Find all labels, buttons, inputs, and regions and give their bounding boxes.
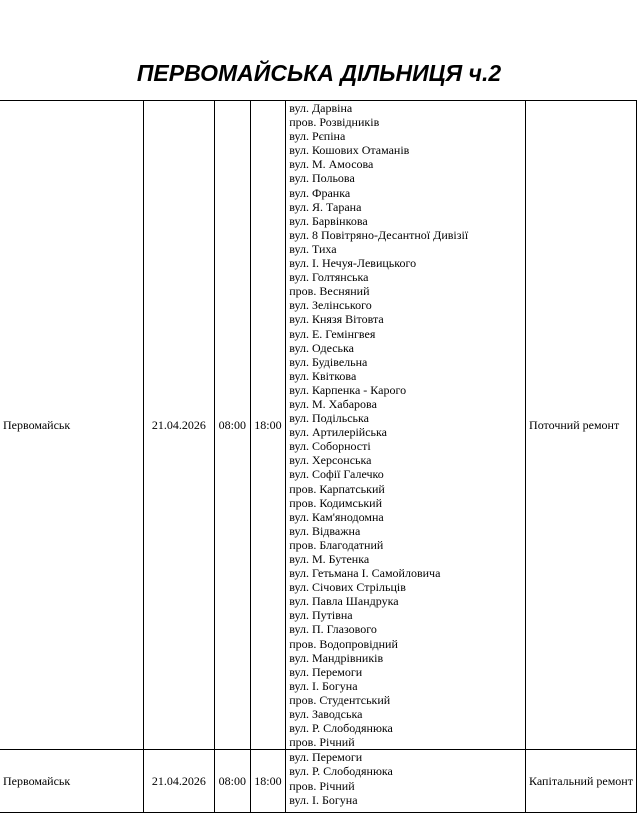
street-item: вул. М. Бутенка [289,552,370,566]
street-item: вул. Заводська [289,707,363,722]
street-item: пров. Розвідників [289,115,380,130]
outage-schedule-table [0,100,637,813]
start-time-cell: 08:00 [214,750,250,813]
street-item: вул. Мандрівників [289,650,384,665]
street-item: пров. Весняний [289,284,370,299]
locality-cell: Первомайськ [0,750,143,813]
street-item: вул. Квіткова [289,368,357,383]
street-item: вул. Карпенка - Карого [289,382,407,397]
street-item: вул. Польова [289,171,355,186]
street-item: вул. Будівельна [289,354,368,369]
street-item: вул. Франка [289,185,351,200]
street-item: вул. П. Глазового [289,622,377,637]
street-item: вул. 8 Повітряно-Десантної Дивізії [289,227,469,242]
street-item: вул. Е. Гемінгвея [289,326,376,341]
street-item: вул. Голтянська [289,270,369,285]
street-item: вул. М. Хабарова [289,396,377,411]
street-item: вул. Перемоги [289,664,363,679]
work-type-cell: Поточний ремонт [526,101,637,750]
street-item: вул. Зелінського [289,298,372,313]
table-row [0,101,637,750]
page-title: ПЕРВОМАЙСЬКА ДІЛЬНИЦЯ ч.2 [136,60,502,86]
street-item: вул. Князя Вітовта [289,312,384,327]
street-item: вул. І. Богуна [289,792,358,807]
end-time-cell: 18:00 [250,101,286,750]
street-item: вул. Одеська [289,340,354,355]
street-item: вул. Перемоги [289,750,363,765]
street-item: пров. Студентський [289,692,391,707]
street-item: вул. І. Нечуя-Левицького [289,256,417,271]
street-item: вул. Тиха [289,241,337,256]
streets-cell [286,101,526,750]
locality-cell: Первомайськ [0,101,143,750]
end-time-cell: 18:00 [250,750,286,813]
street-item: вул. М. Амосова [289,157,374,172]
street-item: вул. Р. Слободянюка [289,764,393,779]
street-item: вул. Я. Тарана [289,199,362,214]
street-item: пров. Водопровідний [289,636,398,651]
street-item: пров. Річний [289,735,355,750]
street-item: вул. Р. Слободянюка [289,721,393,736]
street-item: вул. Подільська [289,411,369,426]
street-item: вул. Соборності [289,439,371,454]
street-item: вул. Павла Шандрука [289,594,399,609]
street-item: пров. Благодатний [289,537,384,552]
street-item: пров. Річний [289,778,355,793]
street-item: вул. І. Богуна [289,678,358,693]
table-row [0,750,637,813]
street-item: вул. Відважна [289,523,361,538]
street-item: вул. Дарвіна [289,101,353,115]
street-item: вул. Херсонська [289,453,372,468]
streets-cell [286,750,526,813]
street-item: вул. Барвінкова [289,213,368,228]
date-cell: 21.04.2026 [143,750,214,813]
street-item: пров. Кодимський [289,495,382,510]
start-time-cell: 08:00 [214,101,250,750]
street-item: вул. Артилерійська [289,425,387,440]
street-item: вул. Софії Галечко [289,467,384,482]
date-cell: 21.04.2026 [143,101,214,750]
street-item: вул. Кошових Отаманів [289,143,410,158]
street-item: вул. Рєпіна [289,129,346,144]
street-item: вул. Гетьмана І. Самойловича [289,566,441,581]
street-item: пров. Карпатський [289,481,385,496]
street-item: вул. Січових Стрільців [289,580,406,595]
work-type-cell: Капітальний ремонт [526,750,637,813]
street-item: вул. Путівна [289,608,353,623]
street-item: вул. Кам'янодомна [289,509,384,524]
